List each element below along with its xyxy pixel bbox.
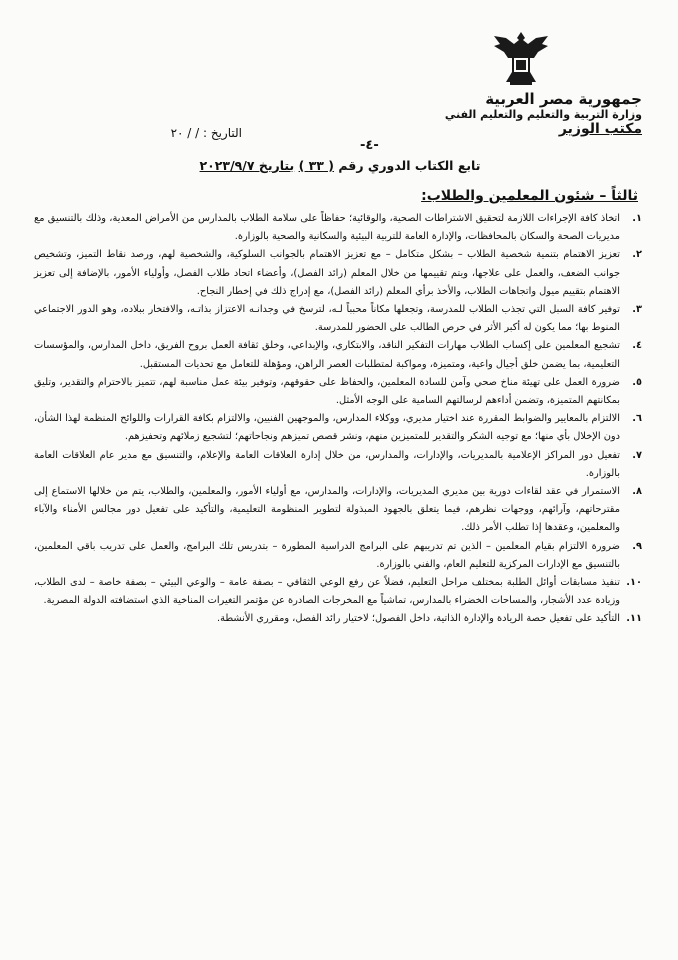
item-text: الاستمرار في عقد لقاءات دورية بين مديري المديريات، والإدارات، والمدارس، مع أولياء الأمور، والمعلمين، والطلاب، يتم من خلالها الاستماع إلى مقترحاتهم، وآرائهم، ووجهات نظرهم، فيما يتعلق بالجهود المبذولة لتطوير المنظومة التعليمية، والتأكيد على تفعيل دور مجالس الأمناء والآباء والمعلمين، وعقدها إذا تطلب الأمر ذلك. [34, 486, 620, 534]
item-text: اتخاذ كافة الإجراءات اللازمة لتحقيق الاشتراطات الصحية، والوقائية؛ حفاظاً على سلامة الطلاب بالمدارس من الأمراض المعدية، وذلك بالتنسيق مع مديريات الصحة والسكان بالمحافظات، والإدارة العامة للتربية البيئية والسكانية والصحية بالوزارة. [34, 213, 620, 243]
list-item [34, 447, 642, 483]
circular-reference [120, 158, 560, 173]
page-number: -٤- [360, 138, 379, 153]
circular-prefix: تابع الكتاب الدوري رقم [338, 158, 481, 173]
list-item [34, 246, 642, 301]
date-field: التاريخ : / / ٢٠ [170, 126, 242, 140]
item-text: تعزيز الاهتمام بتنمية شخصية الطلاب – بشكل متكامل – مع تعزيز الاهتمام بالجوانب السلوكية، والشخصية لهم، ورصد نقاط التميز، وتشخيص جوانب الضعف، والعمل على علاجها، ويتم تقييمها من خلال المعلم (رائد الفصل)، وأعضاء اتحاد طلاب الفصل، وأولياء الأمور، بالإضافة إلى تعزيز الاهتمام بتقييم ميول واتجاهات الطلاب، والأخذ برأي المعلم (رائد الفصل)، مع إدراج ذلك في إخطار النجاح. [34, 249, 620, 297]
office-name: مكتب الوزير [558, 121, 642, 137]
item-text: التأكيد على تفعيل حصة الريادة والإدارة الذاتية، داخل الفصول؛ لاختيار رائد الفصل، ومقرري الأنشطة. [217, 613, 620, 625]
item-text: تفعيل دور المراكز الإعلامية بالمديريات، والإدارات، والمدارس، من خلال إدارة العلاقات العامة والإعلام، والتنسيق مع مدير عام العلاقات العامة بالوزارة. [34, 449, 620, 479]
letterhead [422, 92, 642, 137]
section-title: ثالثاً – شئون المعلمين والطلاب: [421, 188, 638, 204]
item-text: توفير كافة السبل التي تجذب الطلاب للمدرسة، وتجعلها مكاناً محبباً لـه، لترسخ في وجدانـه الاعتزاز بذاتـه، والافتخار ببلاده، وهو الدور الاجتماعي المنوط بها؛ مما يكون له أكبر الأثر في حرص الطالب على الحضور للمدرسة. [34, 304, 620, 334]
eagle-emblem-icon [490, 28, 552, 88]
circular-date: بتاريخ ٢٠٢٣/٩/٧ [199, 158, 295, 173]
items-list [34, 210, 642, 629]
item-number: ١. [632, 213, 642, 224]
list-item [34, 410, 642, 446]
item-number: ٥. [632, 376, 642, 388]
list-item [34, 483, 642, 538]
list-item [34, 538, 642, 574]
list-item [34, 610, 642, 628]
item-number: ٢. [632, 249, 642, 261]
item-text: تشجيع المعلمين على إكساب الطلاب مهارات التفكير الناقد، والابتكاري، والإبداعي، وخلق ثقافة العمل بروح الفريق، داخل المدارس، والمؤسسات التعليمية، بما يضمن خلق أجيال واعية، ومتميزة، ومواكبة لمتطلبات العصر الراهن، ومؤهلة للتعامل مع تحديات المستقبل. [34, 340, 620, 370]
item-number: ١١. [626, 613, 642, 625]
list-item [34, 337, 642, 373]
list-item [34, 301, 642, 337]
item-number: ٧. [632, 449, 642, 461]
list-item [34, 210, 642, 246]
list-item [34, 374, 642, 410]
item-text: ضرورة العمل على تهيئة مناخ صحي وآمن للسادة المعلمين، والحفاظ على حقوقهم، وتوفير بيئة عمل مناسبة لهم، تتميز بالاحترام والتقدير، وتليق بمكانتهم المتميزة، وتضمن أداءهم لرسالتهم السامية على الوجه الأمثل. [34, 376, 620, 407]
item-text: الالتزام بالمعايير والضوابط المقررة عند اختيار مديري، ووكلاء المدارس، والموجهين الفنيين، والالتزام بكافة القرارات واللوائح المنظمة لهذا الشأن، دون الإخلال بأي منها؛ مع توجيه الشكر والتقدير للمتميزين منهم، ونشر قصص تميزهم ونجاحاتهم؛ لتشجيع زملائهم وتحفيزهم. [34, 413, 620, 443]
list-item [34, 574, 642, 610]
item-number: ٤. [632, 340, 642, 352]
circular-number: ( ٣٣ ) [298, 158, 334, 173]
item-number: ١٠. [626, 577, 642, 589]
ministry-name: وزارة التربية والتعليم والتعليم الفني [444, 108, 642, 121]
country-name: جمهورية مصر العربية [485, 90, 642, 108]
item-number: ٣. [632, 304, 642, 316]
item-number: ٦. [632, 413, 642, 425]
item-text: ضرورة الالتزام بقيام المعلمين – الذين تم تدريبهم على البرامج الدراسية المطورة – بتدريس تلك البرامج، والعمل على تدريب باقي المعلمين، بالتنسيق مع الإدارات المركزية للتعليم العام، والفني بالوزارة. [34, 540, 620, 570]
item-number: ٩. [632, 540, 642, 552]
item-text: تنفيذ مسابقات أوائل الطلبة بمختلف مراحل التعليم، فضلاً عن رفع الوعي الثقافي – بصفة عامة – والوعي البيئي – بصفة خاصة – لدى الطلاب، وزيادة عدد الأشجار، والمساحات الخضراء بالمدارس، تماشياً مع المخرجات الصادرة عن مؤتمر التغيرات المناخية الذي استضافته الدولة المصرية. [34, 577, 620, 607]
item-number: ٨. [632, 486, 642, 498]
